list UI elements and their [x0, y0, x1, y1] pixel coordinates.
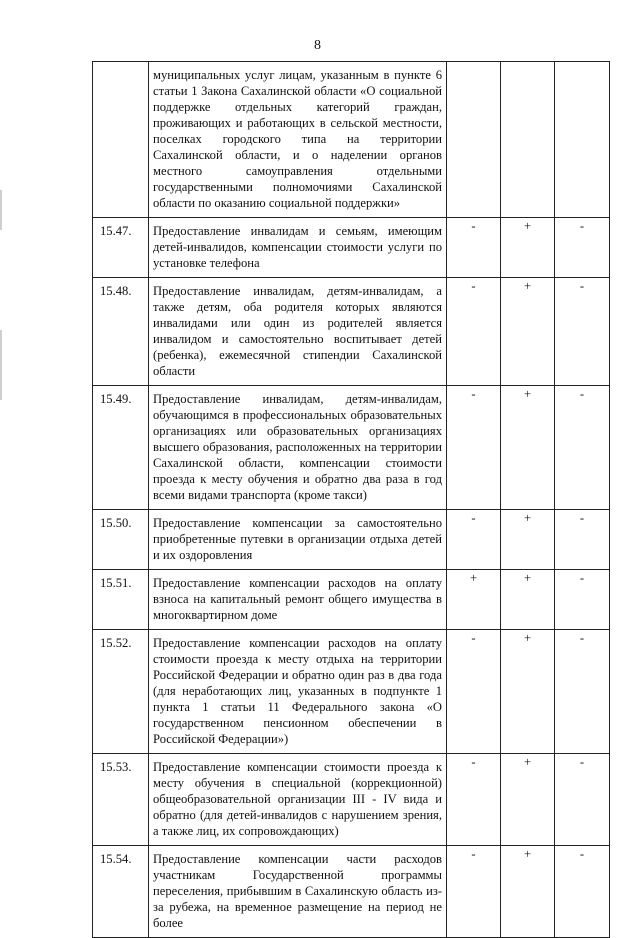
mark-col-1: -	[447, 754, 501, 846]
table-row	[93, 62, 610, 218]
table-row	[93, 630, 610, 754]
table-row	[93, 754, 610, 846]
row-number: 15.47.	[93, 218, 149, 278]
table-row	[93, 510, 610, 570]
services-table	[92, 61, 610, 938]
row-description: Предоставление компенсации стоимости проезда к месту обучения в специальной (коррекционной) общеобразовательной организации III - IV вида и обратно (для детей-инвалидов с нарушением зрения, а также лиц, их сопровождающих)	[149, 754, 447, 846]
table-row	[93, 218, 610, 278]
mark-col-3: -	[555, 510, 610, 570]
mark-col-1: -	[447, 218, 501, 278]
row-number: 15.51.	[93, 570, 149, 630]
row-number: 15.48.	[93, 278, 149, 386]
mark-col-3: -	[555, 570, 610, 630]
scan-edge-mark	[0, 190, 2, 230]
mark-col-2: +	[501, 630, 555, 754]
row-description: Предоставление компенсации расходов на оплату стоимости проезда к месту отдыха на территории Российской Федерации и обратно один раз в два года (для неработающих лиц, указанных в подпункте 1 пункта 1 статьи 11 Федерального закона «О государственном пенсионном обеспечении в Российской Федерации»)	[149, 630, 447, 754]
mark-col-1: -	[447, 846, 501, 938]
row-description: Предоставление инвалидам, детям-инвалидам, обучающимся в профессиональных образовательных организациях или образовательных организациях высшего образования, расположенных на территории Сахалинской области, компенсации стоимости проезда к месту обучения и обратно два раза в год всеми видами транспорта (кроме такси)	[149, 386, 447, 510]
mark-col-2: +	[501, 754, 555, 846]
row-description: Предоставление инвалидам, детям-инвалидам, а также детям, оба родителя которых являются инвалидами или один из родителей является инвалидом и самостоятельно воспитывает детей (ребенка), ежемесячной стипендии Сахалинской области	[149, 278, 447, 386]
mark-col-2	[501, 62, 555, 218]
mark-col-3: -	[555, 754, 610, 846]
row-description: муниципальных услуг лицам, указанным в пункте 6 статьи 1 Закона Сахалинской области «О социальной поддержке отдельных категорий граждан, проживающих и работающих в сельской местности, поселках городского типа на территории Сахалинской области, и о наделении органов местного самоуправления отдельными государственными полномочиями Сахалинской области по оказанию социальной поддержки»	[149, 62, 447, 218]
mark-col-3: -	[555, 218, 610, 278]
row-number: 15.54.	[93, 846, 149, 938]
row-description: Предоставление компенсации части расходов участникам Государственной программы переселения, прибывшим в Сахалинскую область из-за рубежа, на временное размещение на период не более	[149, 846, 447, 938]
row-description: Предоставление компенсации расходов на оплату взноса на капитальный ремонт общего имущества в многоквартирном доме	[149, 570, 447, 630]
mark-col-1: -	[447, 278, 501, 386]
mark-col-3	[555, 62, 610, 218]
mark-col-2: +	[501, 510, 555, 570]
row-number: 15.52.	[93, 630, 149, 754]
table-row	[93, 570, 610, 630]
mark-col-2: +	[501, 570, 555, 630]
mark-col-2: +	[501, 846, 555, 938]
mark-col-1	[447, 62, 501, 218]
page-number: 8	[314, 38, 321, 53]
row-number	[93, 62, 149, 218]
row-number: 15.50.	[93, 510, 149, 570]
mark-col-3: -	[555, 386, 610, 510]
mark-col-3: -	[555, 846, 610, 938]
row-description: Предоставление компенсации за самостоятельно приобретенные путевки в организации отдыха детей и их оздоровления	[149, 510, 447, 570]
row-number: 15.49.	[93, 386, 149, 510]
table-row	[93, 846, 610, 938]
scan-edge-mark	[0, 330, 2, 400]
mark-col-2: +	[501, 218, 555, 278]
mark-col-1: -	[447, 510, 501, 570]
mark-col-3: -	[555, 278, 610, 386]
mark-col-1: -	[447, 630, 501, 754]
mark-col-3: -	[555, 630, 610, 754]
mark-col-1: -	[447, 386, 501, 510]
row-number: 15.53.	[93, 754, 149, 846]
mark-col-1: +	[447, 570, 501, 630]
mark-col-2: +	[501, 278, 555, 386]
row-description: Предоставление инвалидам и семьям, имеющим детей-инвалидов, компенсации стоимости услуги по установке телефона	[149, 218, 447, 278]
mark-col-2: +	[501, 386, 555, 510]
table-row	[93, 278, 610, 386]
table-row	[93, 386, 610, 510]
